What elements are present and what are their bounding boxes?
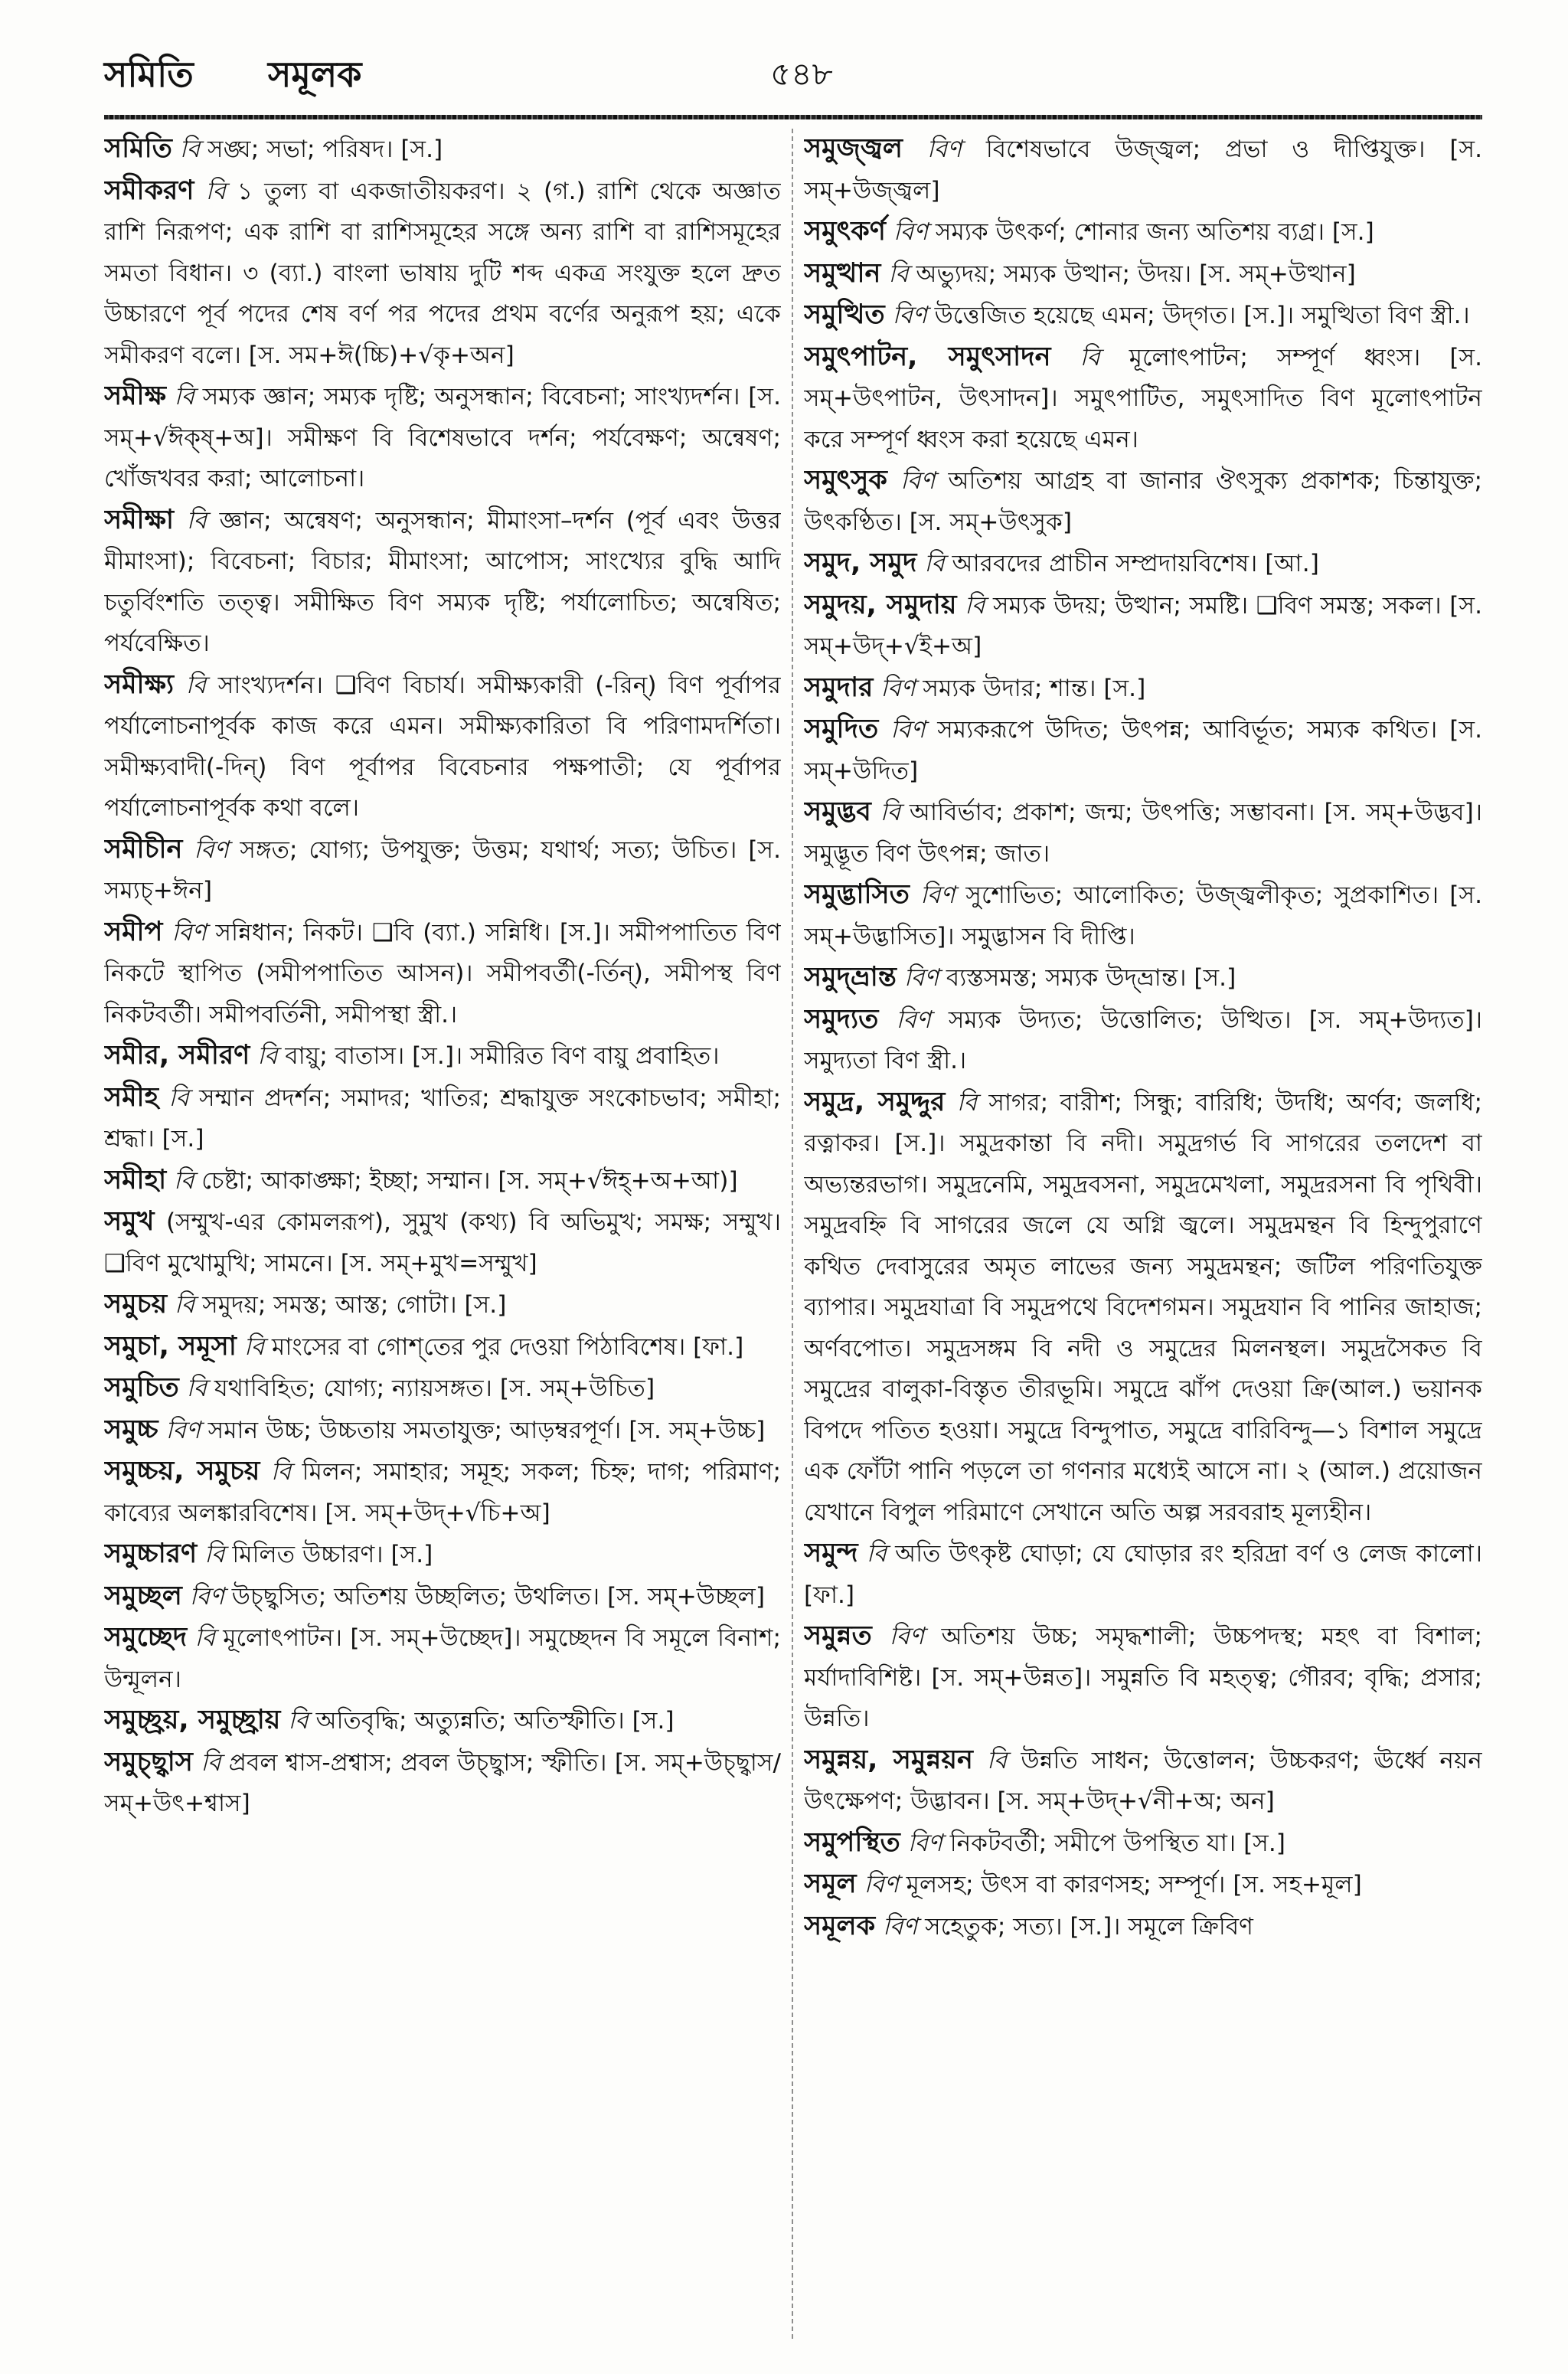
entry-definition: আরবদের প্রাচীন সম্প্রদায়বিশেষ। [আ.] (952, 550, 1319, 577)
entry-part-of-speech: বিণ (893, 218, 928, 246)
entry-definition: সমুদয়; সমস্ত; আস্ত; গোটা। [স.] (202, 1291, 507, 1319)
dictionary-entry (804, 875, 1482, 957)
entry-definition: উন্নতি সাধন; উত্তোলন; উচ্চকরণ; ঊর্ধ্বে নয়ন উৎক্ষেপণ; উদ্ভাবন। [স. সম্+উদ্+√নী+অ; অন] (804, 1746, 1482, 1815)
entry-headword: সমুন্নয়, সমুন্নয়ন (804, 1744, 973, 1775)
left-guideword: সমিতি (104, 54, 194, 95)
entry-headword: সমুত্থিত (804, 299, 885, 330)
left-column (104, 129, 781, 2334)
entry-headword: সমুৎকর্ণ (804, 216, 886, 247)
entry-definition: সম্যকরূপে উদিত; উৎপন্ন; আবির্ভূত; সম্যক কথিত। [স. সম্+উদিত] (804, 716, 1482, 785)
dictionary-entry (804, 792, 1482, 875)
dictionary-entry (804, 1082, 1482, 1534)
dictionary-entry (104, 829, 781, 912)
dictionary-entry (804, 129, 1482, 211)
entry-definition: সম্যক উৎকর্ণ; শোনার জন্য অতিশয় ব্যগ্র। [স.] (935, 218, 1374, 246)
header-rule (104, 115, 1482, 119)
entry-headword: সমুদ্যত (804, 1003, 879, 1035)
entry-part-of-speech: বি (924, 550, 945, 577)
entry-definition: যথাবিহিত; যোগ্য; ন্যায়সঙ্গত। [স. সম্+উচিত] (214, 1375, 655, 1402)
dictionary-entry (104, 1326, 781, 1368)
entry-definition: অতিশয় উচ্চ; সমৃদ্ধশালী; উচ্চপদস্থ; মহৎ বা বিশাল; মর্যাদাবিশিষ্ট। [স. সম্+উন্নত]। সমুন্নতি বি মহত্ত্ব; গৌরব; বৃদ্ধি; প্রসার; উন্নতি। (804, 1623, 1482, 1732)
dictionary-entry (104, 1202, 781, 1284)
entry-definition: চেষ্টা; আকাঙ্ক্ষা; ইচ্ছা; সম্মান। [স. সম্+√ঈহ্+অ+আ)] (201, 1166, 738, 1195)
entry-headword: সমুখ (104, 1206, 155, 1237)
dictionary-entry (104, 1077, 781, 1160)
entry-part-of-speech: বি (174, 383, 194, 410)
dictionary-entry (804, 1864, 1482, 1906)
page-header (104, 47, 1482, 101)
entry-part-of-speech: বি (174, 1166, 194, 1195)
entry-part-of-speech: বি (174, 1291, 195, 1319)
entry-headword: সমুচা, সমূসা (104, 1330, 237, 1362)
entry-definition: জ্ঞান; অন্বেষণ; অনুসন্ধান; মীমাংসা–দর্শন (পূর্ব এবং উত্তর মীমাংসা); বিবেচনা; বিচার; মীমাংসা; আপোস; সাংখ্যের বুদ্ধি আদি চতুর্বিংশতি তত্ত্ব। সমীক্ষিত বিণ সম্যক দৃষ্টি; পর্যালোচিত; অন্বেষিত; পর্যবেক্ষিত। (104, 506, 781, 657)
entry-definition: সম্যক উদার; শান্ত। [স.] (923, 674, 1146, 702)
dictionary-entry (104, 129, 781, 171)
entry-headword: সমুদ্র, সমুদ্দুর (804, 1086, 946, 1117)
dictionary-entry (104, 1368, 781, 1410)
entry-headword: সমুদ্‌ভ্রান্ত (804, 962, 897, 992)
entry-headword: সমুৎপাটন, সমুৎসাদন (804, 341, 1051, 372)
entry-headword: সমুচ্চয়, সমুচয় (104, 1456, 260, 1486)
entry-part-of-speech: বি (186, 506, 207, 535)
entry-part-of-speech: বি (288, 1707, 309, 1735)
entry-definition: (সম্মুখ-এর কোমলরূপ), সুমুখ (কথ্য) বি অভিমুখ; সমক্ষ; সম্মুখ। ❑বিণ মুখোমুখি; সামনে। [স. সম্+মুখ=সম্মুখ] (104, 1208, 781, 1277)
entry-definition: আবির্ভাব; প্রকাশ; জন্ম; উৎপত্তি; সম্ভাবনা। [স. সম্+উদ্ভব]। সমুদ্ভূত বিণ উৎপন্ন; জাত। (804, 799, 1482, 868)
entry-part-of-speech: বিণ (172, 918, 207, 947)
entry-headword: সমুপস্থিত (804, 1826, 900, 1858)
entry-definition: মূলোৎপাটন। [স. সম্+উচ্ছেদ]। সমুচ্ছেদন বি সমূলে বিনাশ; উন্মূলন। (104, 1624, 781, 1693)
entry-part-of-speech: বি (194, 1624, 215, 1652)
entry-part-of-speech: বি (168, 1084, 189, 1112)
entry-headword: সমীহা (104, 1164, 167, 1195)
dictionary-entry (104, 1576, 781, 1618)
dictionary-entry (104, 500, 781, 665)
dictionary-entry (804, 295, 1482, 337)
dictionary-entry (804, 668, 1482, 710)
entry-definition: মাংসের বা গোশ্‌তের পুর দেওয়া পিঠাবিশেষ। [ফা.] (272, 1333, 744, 1361)
entry-headword: সমুদ, সমুদ (804, 548, 917, 578)
entry-part-of-speech: বিণ (900, 467, 936, 495)
entry-headword: সমুদ্ভাসিত (804, 879, 910, 910)
entry-definition: সন্নিধান; নিকট। ❑বি (ব্যা.) সন্নিধি। [স.]। সমীপপাতিত বিণ নিকটে স্থাপিত (সমীপপাতিত আসন)। সমীপবর্তী(-র্তিন্), সমীপস্থ বিণ নিকটবর্তী। সমীপবর্তিনী, সমীপস্থা স্ত্রী.। (104, 918, 781, 1028)
entry-part-of-speech: বি (204, 1541, 225, 1568)
entry-headword: সমুত্থান (804, 257, 881, 289)
right-column (804, 129, 1482, 2334)
dictionary-entry (104, 665, 781, 829)
entry-headword: সমুচ্চ (104, 1414, 158, 1445)
entry-definition: বিশেষভাবে উজ্জ্বল; প্রভা ও দীপ্তিযুক্ত। [স. সম্+উজ্জ্বল] (804, 136, 1482, 204)
entry-part-of-speech: বিণ (880, 674, 916, 702)
entry-definition: ১ তুল্য বা একজাতীয়করণ। ২ (গ.) রাশি থেকে অজ্ঞাত রাশি নিরূপণ; এক রাশি বা রাশিসমূহের সঙ্গে অন্য রাশি বা রাশিসমূহের সমতা বিধান। ৩ (ব্যা.) বাংলা ভাষায় দুটি শব্দ একত্র সংযুক্ত হলে দ্রুত উচ্চারণে পূর্ব পদের শেষ বর্ণ পর পদের প্রথম বর্ণের অনুরূপ হয়; একে সমীকরণ বলে। [স. সম+ঈ(চ্চি)+√কৃ+অন] (104, 177, 781, 369)
dictionary-entry (104, 1742, 781, 1825)
entry-headword: সমুন্দ (804, 1538, 858, 1568)
dictionary-entry (104, 1617, 781, 1700)
dictionary-entry (104, 1035, 781, 1077)
entry-part-of-speech: বি (270, 1458, 292, 1486)
dictionary-entry (804, 999, 1482, 1082)
entry-definition: সাগর; বারীশ; সিন্ধু; বারিধি; উদধি; অর্ণব; জলধি; রত্নাকর। [স.]। সমুদ্রকান্তা বি নদী। সমুদ্রগর্ভ বি সাগরের তলদেশ বা অভ্যন্তরভাগ। সমুদ্রনেমি, সমুদ্রবসনা, সমুদ্রমেখলা, সমুদ্ররসনা বি পৃথিবী। সমুদ্রবহ্নি বি সাগরের জলে যে অগ্নি জ্বলে। সমুদ্রমন্থন বি হিন্দুপুরাণে কথিত দেবাসুরের অমৃত লাভের জন্য সমুদ্রমন্থন; জটিল পরিণতিযুক্ত ব্যাপার। সমুদ্রযাত্রা বি সমুদ্রপথে বিদেশগমন। সমুদ্রযান বি পানির জাহাজ; অর্ণবপোত। সমুদ্রসঙ্গম বি নদী ও সমুদ্রের মিলনস্থল। সমুদ্রসৈকত বি সমুদ্রের বালুকা-বিস্তৃত তীরভূমি। সমুদ্রে ঝাঁপ দেওয়া ক্রি(আল.) ভয়ানক বিপদে পতিত হওয়া। সমুদ্রে বিন্দুপাত, সমুদ্রে বারিবিন্দু—১ বিশাল সমুদ্রে এক ফোঁটা পানি পড়লে তা গণনার মধ্যেই আসে না। ২ (আল.) প্রয়োজন যেখানে বিপুল পরিমাণে সেখানে অতি অল্প সরবরাহ মূল্যহীন। (804, 1088, 1482, 1526)
entry-headword: সমুন্নত (804, 1620, 872, 1651)
entry-part-of-speech: বিণ (189, 1582, 224, 1610)
dictionary-entry (104, 1284, 781, 1326)
entry-definition: মূলসহ; উৎস বা কারণসহ; সম্পূর্ণ। [স. সহ+মূল] (906, 1871, 1362, 1898)
entry-definition: সুশোভিত; আলোকিত; উজ্জ্বলীকৃত; সুপ্রকাশিত। [স. সম্+উদ্ভাসিত]। সমুদ্ভাসন বি দীপ্তি। (804, 881, 1482, 950)
entry-definition: নিকটবর্তী; সমীপে উপস্থিত যা। [স.] (949, 1829, 1285, 1857)
entry-headword: সমুদিত (804, 714, 879, 744)
dictionary-entry (804, 211, 1482, 253)
entry-part-of-speech: বিণ (920, 881, 956, 909)
entry-headword: সমুদয়, সমুদায় (804, 589, 957, 620)
entry-headword: সমীক্ষ্য (104, 669, 175, 700)
entry-definition: সঙ্ঘ; সভা; পরিষদ। [স.] (207, 136, 443, 163)
entry-headword: সমুচ্ছেদ (104, 1622, 188, 1653)
column-divider (792, 129, 793, 2342)
dictionary-entry (104, 1700, 781, 1742)
entry-part-of-speech: বি (243, 1333, 265, 1361)
dictionary-entry (804, 1616, 1482, 1740)
page-number: ৫৪৮ (770, 55, 833, 93)
entry-definition: সাংখ্যদর্শন। ❑বিণ বিচার্য। সমীক্ষ্যকারী (-রিন্) বিণ পূর্বাপর পর্যালোচনাপূর্বক কাজ করে এমন। সমীক্ষ্যকারিতা বি পরিণামদর্শিতা। সমীক্ষ্যবাদী(-দিন্) বিণ পূর্বাপর বিবেচনার পক্ষপাতী; যে পূর্বাপর পর্যালোচনাপূর্বক কথা বলে। (104, 671, 781, 822)
entry-part-of-speech: বি (185, 671, 207, 699)
dictionary-entry (104, 912, 781, 1036)
entry-definition: অতি উৎকৃষ্ট ঘোড়া; যে ঘোড়ার রং হরিদ্রা বর্ণ ও লেজ কালো। [ফা.] (804, 1540, 1482, 1609)
entry-definition: অভ্যুদয়; সম্যক উত্থান; উদয়। [স. সম্+উত্থান] (916, 260, 1356, 288)
dictionary-entry (804, 957, 1482, 999)
dictionary-entry (804, 1906, 1482, 1948)
entry-part-of-speech: বি (179, 136, 201, 163)
entry-part-of-speech: বিণ (890, 716, 926, 744)
entry-definition: অতিবৃদ্ধি; অত্যুন্নতি; অতিস্ফীতি। [স.] (315, 1707, 675, 1735)
entry-part-of-speech: বিণ (903, 964, 939, 992)
entry-definition: মিলিত উচ্চারণ। [স.] (232, 1541, 433, 1568)
dictionary-entry (804, 1533, 1482, 1616)
entry-part-of-speech: বি (888, 260, 909, 288)
entry-part-of-speech: বি (201, 1748, 221, 1777)
entry-definition: মিলন; সমাহার; সমূহ; সকল; চিহ্ন; দাগ; পরিমাণ; কাব্যের অলঙ্কারবিশেষ। [স. সম্+উদ্+√চি+অ] (104, 1458, 781, 1527)
entry-headword: সমুচ্ছ্রয়, সমুচ্ছ্রায় (104, 1705, 281, 1735)
entry-definition: সম্মান প্রদর্শন; সমাদর; খাতির; শ্রদ্ধাযুক্ত সংকোচভাব; সমীহা; শ্রদ্ধা। [স.] (104, 1084, 781, 1153)
entry-definition: ব্যস্তসমস্ত; সম্যক উদ্‌ভ্রান্ত। [স.] (946, 964, 1236, 992)
entry-headword: সমুজ্জ্বল (804, 133, 903, 164)
entry-headword: সমীচীন (104, 833, 183, 865)
entry-definition: সম্যক জ্ঞান; সম্যক দৃষ্টি; অনুসন্ধান; বিবেচনা; সাংখ্যদর্শন। [স. সম্+√ঈক্ষ্+অ]। সমীক্ষণ বি বিশেষভাবে দর্শন; পর্যবেক্ষণ; অন্বেষণ; খোঁজখবর করা; আলোচনা। (104, 383, 781, 492)
entry-part-of-speech: বিণ (864, 1871, 899, 1898)
entry-part-of-speech: বি (866, 1540, 887, 1568)
entry-definition: সহেতুক; সত্য। [স.]। সমূলে ক্রিবিণ (925, 1912, 1254, 1941)
entry-part-of-speech: বি (986, 1746, 1008, 1774)
entry-headword: সমুচ্চারণ (104, 1539, 198, 1569)
entry-headword: সমুদ্ভব (804, 796, 871, 827)
dictionary-entry (804, 709, 1482, 792)
dictionary-entry (804, 1823, 1482, 1865)
entry-headword: সমূল (804, 1869, 857, 1899)
entry-definition: সম্যক উদয়; উত্থান; সমষ্টি। ❑বিণ সমস্ত; সকল। [স. সম্+উদ্+√ই+অ] (804, 591, 1482, 660)
entry-part-of-speech: বিণ (883, 1912, 918, 1941)
entry-definition: সম্যক উদ্যত; উত্তোলিত; উত্থিত। [স. সম্+উদ্যত]। সমুদ্যতা বিণ স্ত্রী.। (804, 1006, 1482, 1074)
dictionary-entry (804, 585, 1482, 668)
dictionary-entry (804, 253, 1482, 296)
entry-part-of-speech: বিণ (194, 835, 229, 864)
entry-part-of-speech: বি (880, 799, 900, 826)
entry-definition: প্রবল শ্বাস-প্রশ্বাস; প্রবল উচ্ছ্বাস; স্ফীতি। [স. সম্+উচ্ছ্বাস/ সম্+উৎ+শ্বাস] (104, 1748, 781, 1817)
entry-part-of-speech: বি (1080, 343, 1100, 371)
entry-headword: সমুদার (804, 672, 874, 703)
entry-headword: সমুৎসুক (804, 465, 887, 495)
dictionary-entry (104, 1160, 781, 1202)
entry-headword: সমুচিত (104, 1372, 179, 1403)
entry-part-of-speech: বি (965, 591, 985, 620)
entry-definition: সঙ্গত; যোগ্য; উপযুক্ত; উত্তম; যথার্থ; সত্য; উচিত। [স. সম্যচ্+ঈন] (104, 835, 781, 904)
entry-part-of-speech: বিণ (896, 1006, 931, 1034)
dictionary-entry (104, 376, 781, 500)
entry-headword: সমুচয় (104, 1289, 168, 1319)
entry-headword: সমিতি (104, 133, 172, 164)
entry-part-of-speech: বিণ (907, 1829, 942, 1857)
entry-part-of-speech: বি (186, 1375, 207, 1402)
entry-definition: উত্তেজিত হয়েছে এমন; উদ্‌গত। [স.]। সমুত্থিতা বিণ স্ত্রী.। (934, 302, 1470, 329)
entry-part-of-speech: বি (257, 1042, 278, 1070)
dictionary-entry (104, 1534, 781, 1576)
right-guideword: সমূলক (268, 54, 362, 95)
entry-part-of-speech: বিণ (165, 1416, 201, 1444)
entry-part-of-speech: বি (956, 1088, 978, 1117)
entry-definition: বায়ু; বাতাস। [স.]। সমীরিত বিণ বায়ু প্রবাহিত। (285, 1042, 720, 1070)
dictionary-entry (104, 171, 781, 377)
entry-headword: সমীহ (104, 1081, 158, 1113)
entry-headword: সমীক্ষ (104, 381, 166, 411)
entry-definition: সমান উচ্চ; উচ্চতায় সমতাযুক্ত; আড়ম্বরপূর্ণ। [স. সম্+উচ্চ] (207, 1416, 766, 1444)
entry-headword: সমীকরণ (104, 175, 194, 206)
dictionary-entry (804, 460, 1482, 543)
entry-part-of-speech: বি (205, 177, 226, 205)
dictionary-entry (104, 1410, 781, 1452)
entry-definition: অতিশয় আগ্রহ বা জানার ঔৎসুক্য প্রকাশক; চিন্তাযুক্ত; উৎকণ্ঠিত। [স. সম্+উৎসুক] (804, 467, 1482, 536)
entry-headword: সমুচ্ছ্বাস (104, 1746, 193, 1777)
entry-definition: মূলোৎপাটন; সম্পূর্ণ ধ্বংস। [স. সম্+উৎপাটন, উৎসাদন]। সমুৎপাটিত, সমুৎসাদিত বিণ মূলোৎপাটন করে সম্পূর্ণ ধ্বংস করা হয়েছে এমন। (804, 343, 1482, 453)
entry-headword: সমীপ (104, 916, 163, 947)
dictionary-entry (804, 337, 1482, 461)
entry-headword: সমীক্ষা (104, 504, 175, 535)
entry-part-of-speech: বিণ (892, 302, 927, 329)
dictionary-entry (804, 1740, 1482, 1823)
entry-definition: উচ্ছ্বসিত; অতিশয় উচ্ছলিত; উথলিত। [স. সম্+উচ্ছল] (231, 1582, 765, 1610)
dictionary-entry (804, 543, 1482, 585)
entry-part-of-speech: বিণ (926, 136, 962, 163)
dictionary-entry (104, 1451, 781, 1534)
entry-headword: সমূলক (804, 1910, 876, 1941)
entry-headword: সমুচ্ছল (104, 1580, 182, 1611)
entry-part-of-speech: বিণ (889, 1623, 924, 1650)
entry-headword: সমীর, সমীরণ (104, 1040, 250, 1071)
